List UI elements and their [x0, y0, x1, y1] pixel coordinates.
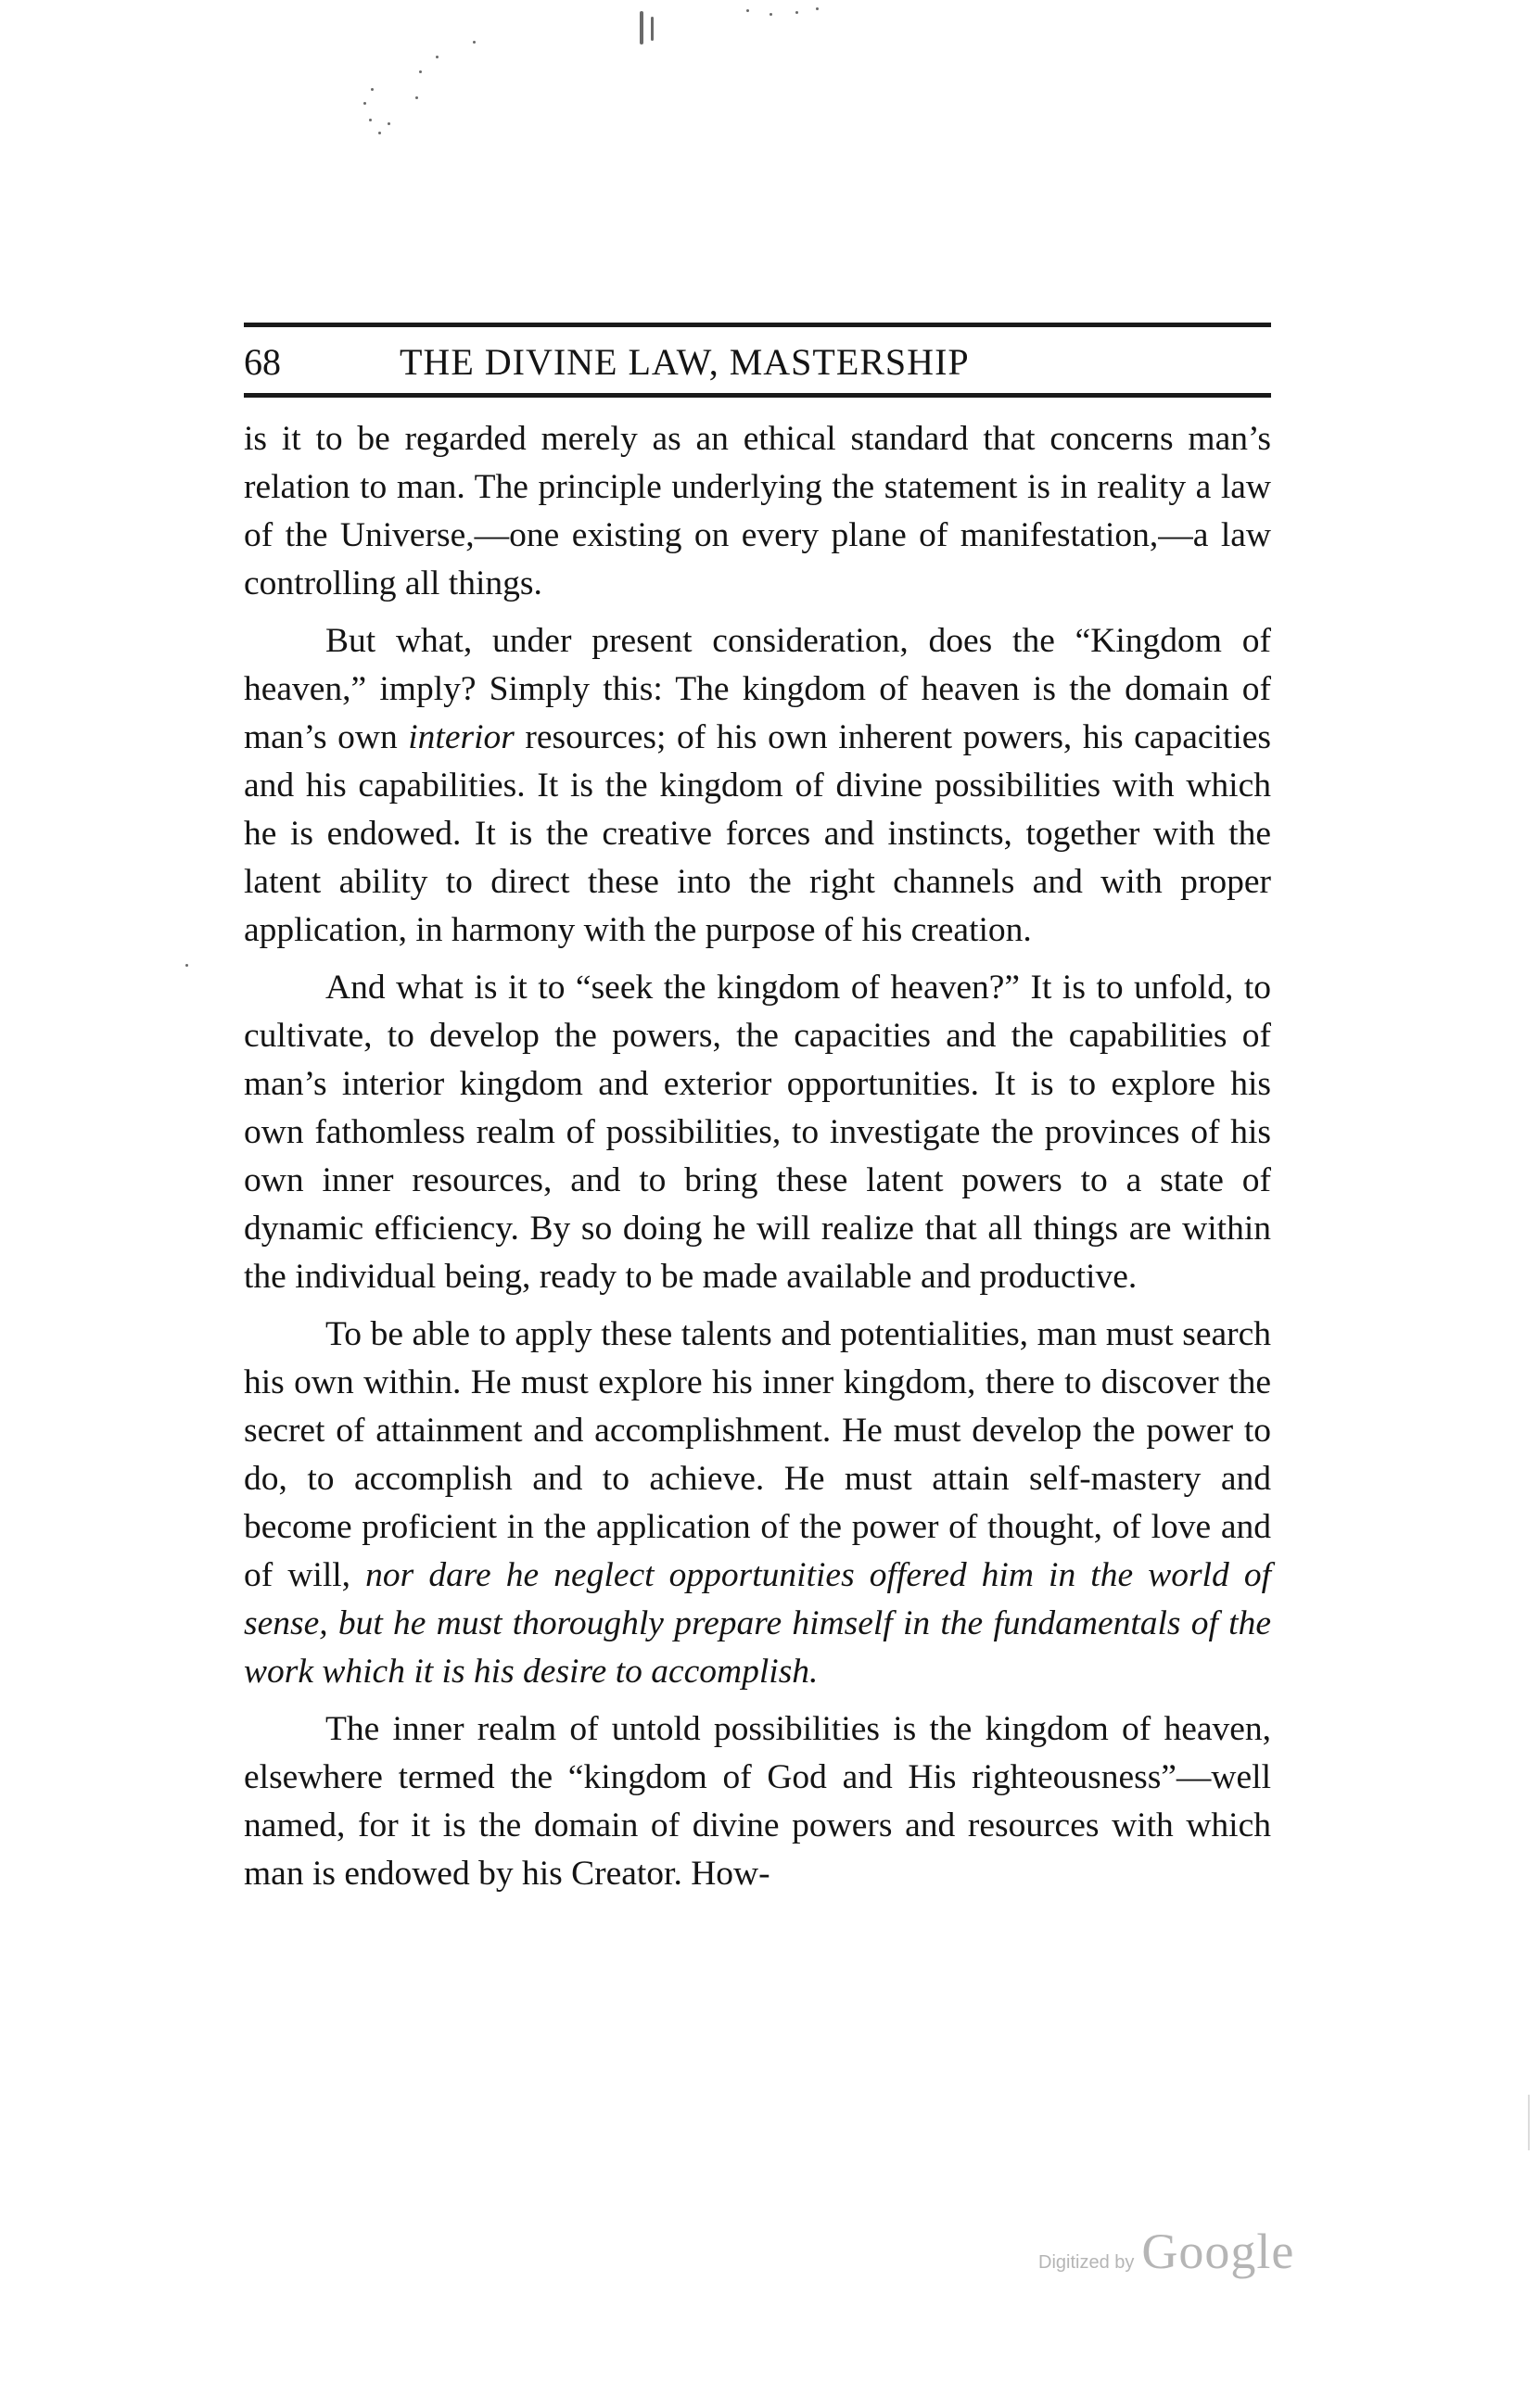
- paragraph-2-text-b: resources; of his own inherent powers, his capacities and his capabilities. It is the kingdom of divine possibilities with which he is endowed. It is the creative forces and instincts, together with the latent ability to direct these into the right channels and with proper application, in harmony with the purpose of his creation.: [244, 718, 1271, 949]
- scan-speck: [795, 11, 798, 14]
- scan-speck: [473, 41, 476, 44]
- scan-speck: [770, 13, 772, 16]
- running-title: THE DIVINE LAW, MASTERSHIP: [400, 341, 970, 383]
- paragraph-2: [244, 617, 1271, 955]
- paragraph-1: is it to be regarded merely as an ethical standard that concerns man’s relation to man. The principle underlying the statement is in reality a law of the Universe,—one existing on every plane of manifestation,—a law controlling all things.: [244, 420, 1271, 602]
- page-number: 68: [244, 341, 281, 383]
- paragraph-5: The inner realm of untold possibilities is the kingdom of heaven, elsewhere termed the “kingdom of God and His righteousness”—well named, for it is the domain of divine powers and resources with which man is endowed by his Creator. How-: [244, 1710, 1271, 1893]
- scan-speck: [388, 122, 390, 125]
- digitized-watermark: [1038, 2223, 1354, 2280]
- scan-edge-mark: [1528, 2095, 1530, 2150]
- watermark-prefix: Digitized by: [1038, 2252, 1135, 2273]
- watermark-brand-logo: Google: [1141, 2224, 1295, 2279]
- scan-speck: [185, 964, 188, 967]
- scan-speck: [369, 119, 372, 121]
- scan-speck: [436, 56, 439, 58]
- scan-speck: [363, 102, 366, 105]
- scan-speck: [415, 96, 418, 99]
- scan-speck: [378, 132, 381, 134]
- scan-speck: [419, 70, 422, 73]
- paragraph-4-italic: nor dare he neglect opportunities offered him in the world of sense, but he must thoroughly prepare himself in the fundamentals of the work which it is his desire to accomplish.: [244, 1556, 1271, 1691]
- paragraph-4-text: To be able to apply these talents and potentialities, man must search his own within. He must explore his inner kingdom, there to discover the secret of attainment and accomplishment. He must develop the power to do, to accomplish and to achieve. He must attain self-mastery and become proficient in the application of the power of thought, of love and of will,: [244, 1315, 1271, 1594]
- header-rule-bottom: [244, 393, 1271, 398]
- paragraph-2-italic: interior: [408, 718, 515, 756]
- header-row: [244, 327, 1271, 393]
- paragraph-3: And what is it to “seek the kingdom of heaven?” It is to unfold, to cultivate, to develop the powers, the capacities and the capabilities of man’s interior kingdom and exterior opportunities. It is to explore his own fathomless realm of possibilities, to investigate the provinces of his own inner resources, and to bring these latent powers to a state of dynamic efficiency. By so doing he will realize that all things are within the individual being, ready to be made available and productive.: [244, 969, 1271, 1296]
- page-body: [244, 415, 1271, 1907]
- scan-speck: [640, 11, 643, 44]
- paragraph-2-text-a: But what, under present consideration, does the “Kingdom of heaven,” imply? Simply this: The kingdom of heaven is the domain of man’s own: [244, 622, 1271, 756]
- scan-speck: [816, 7, 819, 10]
- page-header: [244, 323, 1271, 398]
- scan-speck: [746, 9, 749, 12]
- scan-speck: [371, 88, 374, 91]
- paragraph-4: [244, 1311, 1271, 1696]
- scan-speck: [651, 17, 654, 41]
